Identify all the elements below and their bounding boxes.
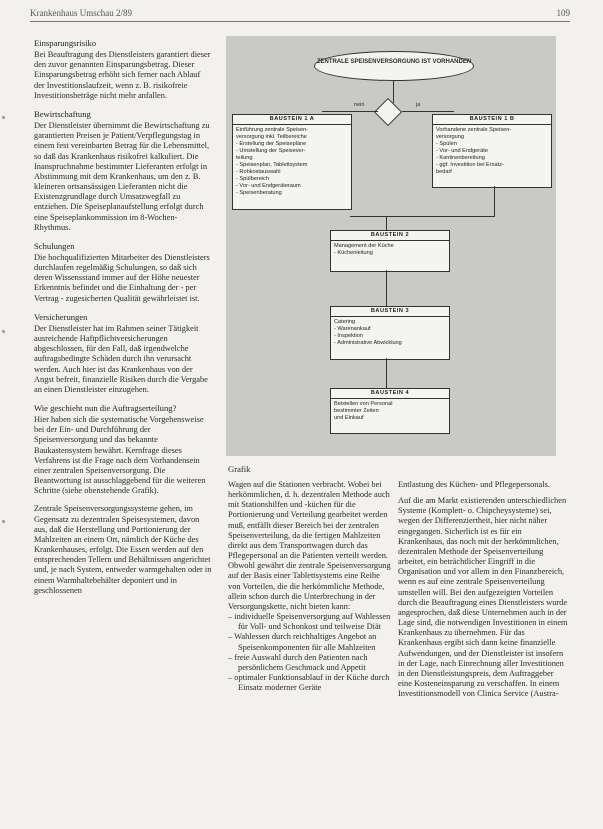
box-line: - Küchenleitung: [334, 250, 373, 256]
page-number: 109: [556, 8, 570, 18]
box-title: BAUSTEIN 1 A: [233, 115, 351, 125]
box-line: Beistellen von Personal: [334, 401, 393, 407]
box-line: versorgung: [436, 134, 464, 140]
box-line: - ggf. Investition bei Ersatz-: [436, 162, 504, 168]
box-line: - Speisenberatung: [236, 190, 282, 196]
box-line: Einführung zentrale Speisen-: [236, 127, 309, 133]
section-heading: Schulungen: [34, 240, 75, 251]
right-column: [398, 480, 568, 705]
section: [34, 312, 212, 395]
box-title: BAUSTEIN 3: [331, 307, 449, 317]
baustein-4-box: [330, 388, 450, 434]
body-paragraph: Auf die am Markt existierenden unterschiedlichen Systeme (Komplett- o. Chipcheysysteme) sei, wegen der Differenziertheit, hier nicht näher eingegangen. Sicherlich ist es für ein Krankenhaus, das noch mit der herkömmlichen, dezentralen Methode der Speisenverteilung arbeitet, ein beträchtlicher Eingriff in die Organisation und vor allem in den Finanzbereich, wenn es auf eine zentrale Speisenverteilung umstellen will. Bei den aufgezeigten Vorteilen durch die Beauftragung eines Dienstleisters wurde angesprochen, daß diese Unternehmen auch in der Lage sind, die notwendigen Investitionen in einem Krankenhaus zu übernehmen. Für das Krankenhaus ergibt sich dann keine finanzielle Aufwendungen, und der Dienstleister ist insofern in der Lage, nach Einrechnung aller Investitionen in den Dienstleistungspreis, dem Auftraggeber eine Kosteneinsparung zu verschaffen. In einem Investitionsmodell von Clinica Service (Austra-: [398, 496, 568, 699]
connector-line: [350, 216, 495, 217]
list-item: – freie Auswahl durch den Patienten nach persönlichem Geschmack und Appetit: [228, 652, 368, 672]
baustein-2-box: [330, 230, 450, 272]
box-line: Management der Küche: [334, 243, 394, 249]
connector-line: [402, 111, 454, 112]
box-line: - Speisenplan, Tablettsystem: [236, 162, 308, 168]
box-body: [331, 399, 449, 424]
binder-hole: [2, 520, 5, 523]
box-body: [233, 125, 351, 199]
list-item: – Wahlessen durch reichhaltiges Angebot an Speisenkomponenten für alle Mahlzeiten: [228, 632, 377, 652]
decision-oval: ZENTRALE SPEISENVERSORGUNG IST VORHANDEN: [314, 51, 474, 81]
binder-hole: [2, 116, 5, 119]
section: [34, 241, 212, 304]
box-line: - Rohkostauswahl: [236, 169, 281, 175]
section-text: Der Dienstleister hat im Rahmen seiner Tätigkeit ausreichende Haftpflichtversicherungen abgeschlossen, für den Fall, daß irgendwelche auftragsbedingte Schäden durch ihn verursacht werden. Auch hier ist das Krankenhaus von der Angst befreit, finanzielle Risiken durch die Vergabe an einen Dienstleister einzugehen.: [34, 323, 208, 394]
connector-line: [393, 81, 394, 103]
list-item-text: freie Auswahl durch den Patienten nach persönlichem Geschmack und Appetit: [234, 652, 368, 672]
connector-line: [386, 358, 387, 388]
box-line: teilung: [236, 155, 253, 161]
section-heading: Versicherungen: [34, 311, 88, 322]
section-text: Der Dienstleister übernimmt die Bewirtschaftung zu garantierten Preisen je Patient/Verpflegungstag in einem fest vereinbarten Betrag für die Lebensmittel, so daß das Krankenhaus risikofrei kalkuliert. Die Inanspruchnahme bestimmter Lieferanten erfolgt in Abstimmung mit dem Krankenhaus, um den z. B. kleineren ortsansässigen Lieferanten nicht die Existenzgrundlage durch Umsatzwegfall zu entziehen. Die Speiseplanaufstellung erfolgt durch eine Speiseplankommission im 8-Wochen-Rhythmus.: [34, 121, 210, 232]
baustein-1b-box: [432, 114, 552, 188]
box-line: bedarf: [436, 169, 452, 175]
box-line: - Kantinenbereitung: [436, 155, 485, 161]
no-label: nein: [354, 102, 365, 108]
list-item-text: optimaler Funktionsablauf in der Küche durch Einsatz moderner Geräte: [234, 672, 390, 693]
box-body: [331, 241, 449, 259]
middle-column: [228, 480, 394, 693]
section-heading: Wie geschieht nun die Auftragserteilung?: [34, 403, 177, 413]
box-line: bestimmter Zeiten: [334, 408, 379, 414]
box-line: - Vor- und Endgeräte: [436, 148, 488, 154]
box-line: Vorhandene zentrale Speisen-: [436, 127, 512, 133]
continuation-text: Entlastung des Küchen- und Pflegepersonals.: [398, 480, 550, 489]
flowchart-graphic: [226, 36, 556, 456]
list-item-text: individuelle Speisenversorgung auf Wahlessen für Voll- und Schonkost und teilweise Diät: [234, 612, 391, 632]
box-line: - Spülbereich: [236, 176, 269, 182]
connector-line: [386, 216, 387, 230]
box-line: - Umstellung der Speisever-: [236, 148, 306, 154]
box-line: - Administrative Abwicklung: [334, 340, 402, 346]
connector-line: [386, 270, 387, 306]
connector-line: [322, 111, 378, 112]
box-line: - Warenankauf: [334, 326, 371, 332]
section-text: Zentrale Speisenversorgungssysteme gehen, im Gegensatz zu dezentralen Speisesystemen, davon aus, daß die Herstellung und Portionierung der Mahlzeiten an einem Ort, nämlich der Küche des Krankenhauses, erfolgt. Die Essen werden auf den entsprechenden Tellern und Behältnissen angerichtet und, je nach System, entweder warmgehalten oder in einem Warmhaltebehälter deponiert und in geschlossenen: [34, 504, 212, 595]
graphic-caption: Grafik: [228, 464, 251, 474]
box-line: - Erstellung der Speisepläne: [236, 141, 307, 147]
yes-label: ja: [416, 102, 421, 108]
box-title: BAUSTEIN 4: [331, 389, 449, 399]
box-body: [331, 317, 449, 349]
box-title: BAUSTEIN 1 B: [433, 115, 551, 125]
advantages-list: [228, 612, 394, 693]
box-title: BAUSTEIN 2: [331, 231, 449, 241]
section: [34, 109, 212, 233]
list-item: – optimaler Funktionsablauf in der Küche durch Einsatz moderner Geräte: [228, 672, 390, 693]
list-item: – individuelle Speisenversorgung auf Wahlessen für Voll- und Schonkost und teilweise Diät: [228, 612, 391, 632]
box-line: - Vor- und Endgeräteraum: [236, 183, 301, 189]
binder-hole: [2, 330, 5, 333]
connector-line: [494, 186, 495, 216]
box-line: - Inspektion: [334, 333, 363, 339]
box-line: versorgung inkl. Teilbereiche: [236, 134, 307, 140]
section-text: Bei Beauftragung des Dienstleisters garantiert dieser den zuvor genannten Einsparungsbetrag. Dieser Einsparungsbetrag erhöht sich ferner nach Ablauf der Investitionslaufzeit, wenn z. B. risikofreie Investitionsbeträge nicht mehr anfallen.: [34, 50, 211, 100]
section: [34, 504, 212, 595]
section-heading: Bewirtschaftung: [34, 108, 91, 119]
box-line: und Einkauf: [334, 415, 364, 421]
body-paragraph: Wagen auf die Stationen verbracht. Wobei bei herkömmlichen, d. h. dezentralen Methode auch mit Stationshilfen und -küchen für die Portionierung und Verteilung gearbeitet werden muß, entfällt dieser Bereich bei der zentralen Speisenverteilung, da die fertigen Mahlzeiten direkt aus dem Transportwagen durch das Pflegepersonal an die Patienten verteilt werden. Obwohl gewährt die zentrale Speisenversorgung auf der Basis einer Tablettsystems eine Reihe von Vorteilen, die die herkömmliche Methode, allein schon durch die Unterbrechung in der Versorgungskette, nicht bieten kann:: [228, 480, 391, 611]
running-title: Krankenhaus Umschau 2/89: [30, 8, 132, 18]
running-header: [30, 8, 570, 22]
left-column: [34, 38, 212, 604]
box-line: - Spülen: [436, 141, 457, 147]
header-rule: [30, 21, 570, 22]
section: [34, 38, 212, 101]
decision-diamond: [374, 98, 402, 126]
section-text: Die hochqualifizierten Mitarbeiter des Dienstleisters durchlaufen regelmäßig Schulungen, so daß sich deren Wissensstand immer auf der Höhe neuester Erkenntnis befindet und die Einhaltung der - per Vertrag - zugesicherten Qualität gewährleistet ist.: [34, 252, 210, 303]
box-line: Catering: [334, 319, 356, 325]
section-text: Hier haben sich die systematische Vorgehensweise bei der Ein- und Durchführung der Speisenversorgung und das bekannte Baukastensystem bewährt. Kernfrage dieses Verfahrens ist die Frage nach dem Vorhandensein einer zentralen Speisenversorgung. Die Beantwortung ist ausschlaggebend für die weiteren Schritte (siehe obenstehende Grafik).: [34, 415, 206, 496]
baustein-1a-box: [232, 114, 352, 210]
box-body: [433, 125, 551, 178]
baustein-3-box: [330, 306, 450, 360]
list-item-text: Wahlessen durch reichhaltiges Angebot an Speisenkomponenten für alle Mahlzeiten: [234, 632, 377, 652]
section-heading: Einsparungsrisiko: [34, 38, 97, 48]
section: [34, 403, 212, 496]
